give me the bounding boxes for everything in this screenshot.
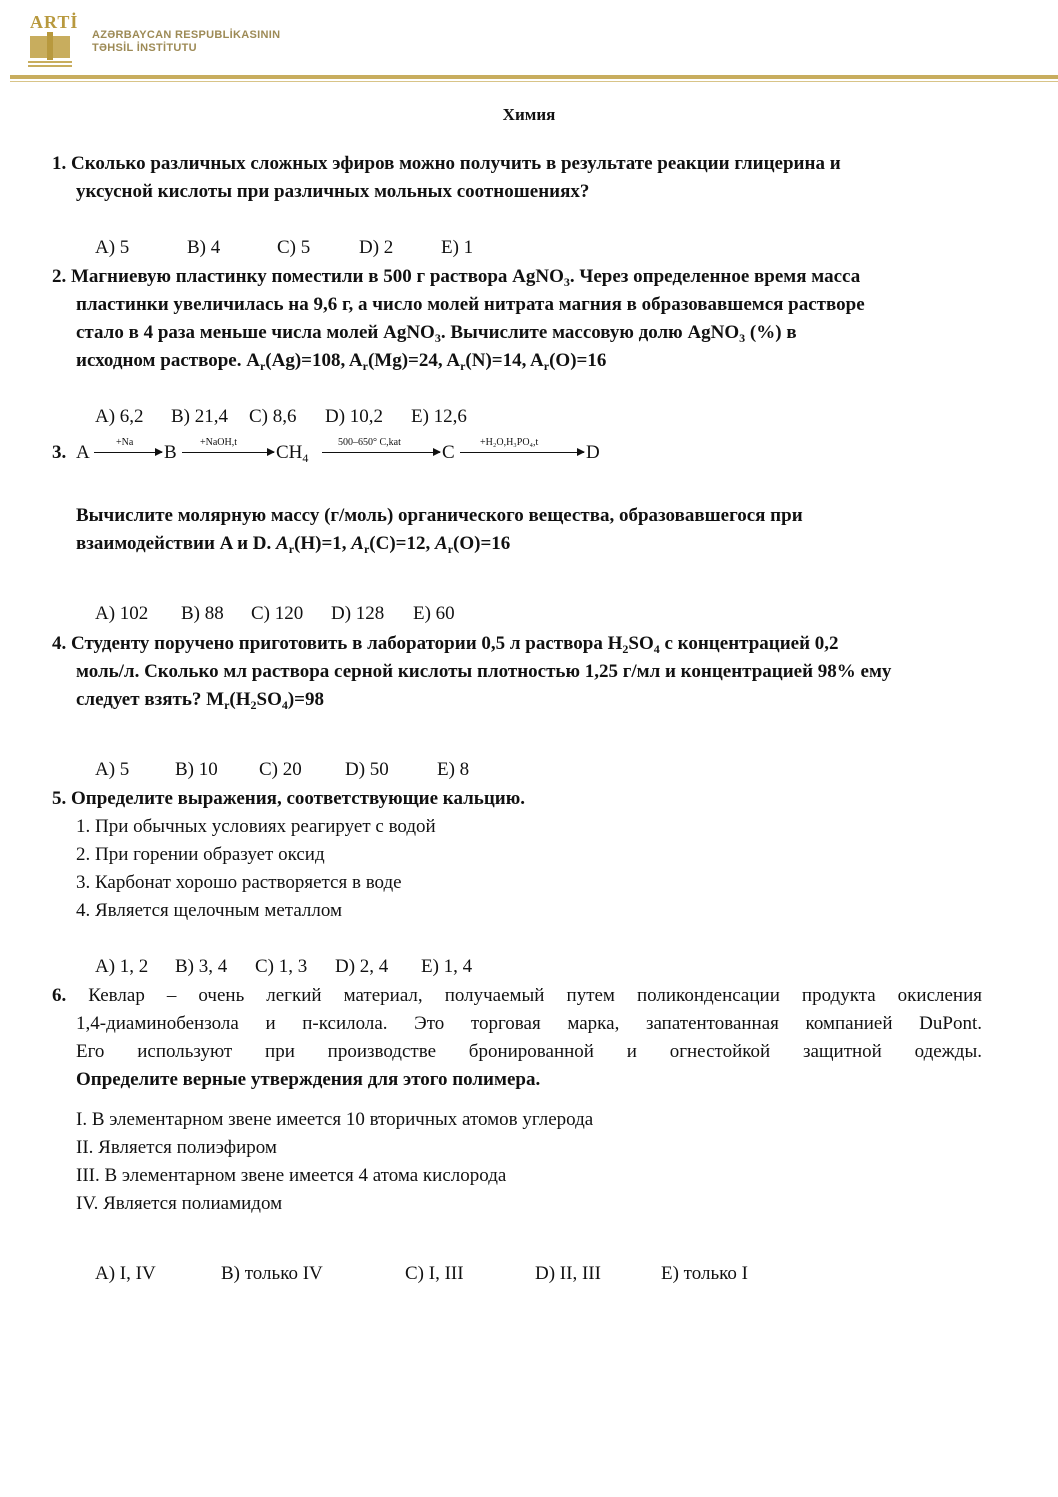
condition-1: +Na (116, 437, 134, 448)
text: (O)=16 (453, 533, 511, 554)
option-a[interactable]: A) 1, 2 (95, 956, 149, 977)
question-4-line-3 (52, 686, 982, 714)
text: стало в 4 раза меньше числа молей AgNO (76, 322, 435, 343)
text: (O)=16 (549, 350, 607, 371)
option-d[interactable]: D) 128 (331, 603, 385, 624)
option-a[interactable]: A) 6,2 (95, 406, 144, 427)
question-6-statements (52, 1106, 982, 1218)
option-e[interactable]: E) 8 (437, 759, 470, 780)
option-b[interactable]: B) 88 (181, 603, 224, 624)
condition-2: +NaOH,t (200, 437, 238, 448)
option-b[interactable]: B) 10 (175, 759, 218, 780)
condition-4: +H₂O,H₃PO₄,t (480, 437, 539, 448)
subscript: 3 (563, 275, 570, 289)
statement-iv: IV. Является полиамидом (76, 1193, 283, 1214)
text: A (435, 533, 448, 554)
question-6-line-4: Определите верные утверждения для этого полимера. (76, 1069, 541, 1090)
reaction-arrow-icon (460, 452, 584, 453)
text: A (276, 533, 289, 554)
option-d[interactable]: D) II, III (535, 1263, 601, 1284)
statement-4: 4. Является щелочным металлом (76, 900, 343, 921)
text: (Mg)=24, A (367, 350, 461, 371)
question-3-line-1: Вычислите молярную массу (г/моль) органического вещества, образовавшегося при (76, 505, 803, 526)
question-2-text: . Через определенное время масса (569, 266, 861, 287)
text: (%) в (745, 322, 797, 343)
question-5-text: Определите выражения, соответствующие кальцию. (71, 788, 525, 809)
text: (Ag)=108, A (265, 350, 363, 371)
text: (H (229, 689, 251, 710)
question-4-number: 4. (52, 633, 67, 654)
question-3-number: 3. (52, 442, 67, 463)
subscript: r (362, 359, 368, 373)
organization-name (92, 29, 280, 55)
question-3-stem (52, 502, 982, 558)
text: SO (628, 633, 654, 654)
option-c[interactable]: C) 20 (259, 759, 302, 780)
question-5-number: 5. (52, 788, 67, 809)
question-5-stem (52, 785, 982, 813)
option-c[interactable]: C) I, III (405, 1263, 464, 1284)
question-2-line-3 (52, 319, 982, 347)
text: Кевлар – очень легкий материал, получаемый путем поликонденсации продукта окисления (88, 985, 983, 1006)
option-c[interactable]: C) 5 (277, 237, 311, 258)
question-1-line-1: Сколько различных сложных эфиров можно получить в результате реакции глицерина и (71, 153, 841, 174)
question-2-line-4 (52, 347, 982, 375)
option-b[interactable]: B) только IV (221, 1263, 323, 1284)
question-6-number: 6. (52, 985, 67, 1006)
subscript: 4 (302, 451, 309, 465)
header-divider-thin (10, 81, 1058, 82)
question-3-line-2 (52, 530, 982, 558)
question-6-stem (52, 982, 982, 1094)
statement-1: 1. При обычных условиях реагирует с водой (76, 816, 436, 837)
reaction-arrow-icon (182, 452, 274, 453)
subscript: r (259, 359, 266, 373)
book-logo-icon (28, 32, 72, 70)
reaction-arrow-icon (94, 452, 162, 453)
question-6-line-2: 1,4-диаминобензола и п-ксилола. Это торговая марка, запатентованная компанией DuPont. (76, 1013, 982, 1034)
statement-3: 3. Карбонат хорошо растворяется в воде (76, 872, 402, 893)
subscript: 2 (622, 642, 629, 656)
statement-iii: III. В элементарном звене имеется 4 атома кислорода (76, 1165, 507, 1186)
question-2-line-2: пластинки увеличилась на 9,6 г, а число молей нитрата магния в образовавшемся растворе (76, 294, 865, 315)
option-c[interactable]: C) 1, 3 (255, 956, 308, 977)
option-e[interactable]: E) 60 (413, 603, 455, 624)
option-d[interactable]: D) 50 (345, 759, 389, 780)
option-e[interactable]: E) 1, 4 (421, 956, 473, 977)
option-d[interactable]: D) 2, 4 (335, 956, 389, 977)
logo-text: ARTİ (30, 12, 79, 32)
option-a[interactable]: A) 102 (95, 603, 149, 624)
question-1-number: 1. (52, 153, 67, 174)
subject-title: Химия (502, 105, 556, 124)
option-a[interactable]: A) 5 (95, 759, 130, 780)
species-ch4 (276, 442, 308, 464)
option-c[interactable]: C) 8,6 (249, 406, 297, 427)
question-1-line-2: уксусной кислоты при различных мольных соотношениях? (76, 181, 590, 202)
question-2-number: 2. (52, 266, 67, 287)
text: взаимодействии A и D. (76, 533, 276, 554)
question-6-line-3: Его используют при производстве бронированной и огнестойкой защитной одежды. (76, 1041, 982, 1062)
subscript: r (288, 542, 295, 556)
text: SO (256, 689, 282, 710)
statement-ii: II. Является полиэфиром (76, 1137, 277, 1158)
text: следует взять? M (76, 689, 225, 710)
species-c: C (442, 442, 455, 463)
option-a[interactable]: A) I, IV (95, 1263, 156, 1284)
text: Студенту поручено приготовить в лаборатории 0,5 л раствора H (71, 633, 623, 654)
text: с концентрацией 0,2 (659, 633, 839, 654)
condition-3: 500–650° C,kat (338, 437, 401, 448)
question-4-stem (52, 630, 982, 714)
subscript: 2 (250, 698, 257, 712)
subscript: 3 (434, 331, 441, 345)
question-2-stem (52, 263, 982, 375)
option-a[interactable]: A) 5 (95, 237, 130, 258)
text: . Вычислите массовую долю AgNO (440, 322, 740, 343)
reaction-arrow-icon (322, 452, 440, 453)
subscript: r (224, 698, 230, 712)
option-e[interactable]: E) 1 (441, 237, 474, 258)
text: )=98 (287, 689, 325, 710)
question-6-line-1 (52, 982, 982, 1010)
question-2-text: Магниевую пластинку поместили в 500 г раствора AgNO (71, 266, 564, 287)
subscript: 4 (281, 698, 288, 712)
subscript: 3 (739, 331, 746, 345)
text: (H)=1, (294, 533, 352, 554)
option-d[interactable]: D) 10,2 (325, 406, 384, 427)
subscript: 4 (653, 642, 660, 656)
question-4-line-2: моль/л. Сколько мл раствора серной кислоты плотностью 1,25 г/мл и концентрацией 98% ему (76, 661, 892, 682)
question-6 (52, 982, 982, 1316)
option-e[interactable]: E) только I (661, 1263, 748, 1284)
statement-2: 2. При горении образует оксид (76, 844, 325, 865)
org-line-1: AZƏRBAYCAN RESPUBLİKASININ (92, 29, 281, 41)
subscript: r (543, 359, 550, 373)
option-b[interactable]: B) 4 (187, 237, 221, 258)
question-6-options (52, 1232, 982, 1316)
text: (C)=12, (369, 533, 435, 554)
option-c[interactable]: C) 120 (251, 603, 304, 624)
org-line-2: TƏHSİL İNSTİTUTU (92, 42, 197, 54)
subscript: r (447, 542, 454, 556)
option-b[interactable]: B) 21,4 (171, 406, 228, 427)
option-e[interactable]: E) 12,6 (411, 406, 467, 427)
option-b[interactable]: B) 3, 4 (175, 956, 228, 977)
text: A (351, 533, 364, 554)
subscript: r (460, 359, 466, 373)
option-d[interactable]: D) 2 (359, 237, 394, 258)
species-a: A (76, 442, 90, 463)
text: CH (276, 442, 303, 463)
reaction-scheme (52, 432, 752, 472)
header-divider (10, 75, 1058, 79)
question-2 (52, 263, 982, 459)
species-d: D (586, 442, 600, 463)
question-5 (52, 785, 982, 1009)
statement-i: I. В элементарном звене имеется 10 вторичных атомов углерода (76, 1109, 594, 1130)
text: исходном растворе. A (76, 350, 260, 371)
page-header (0, 0, 1058, 90)
subscript: r (363, 542, 370, 556)
text: (N)=14, A (465, 350, 544, 371)
species-b: B (164, 442, 177, 463)
question-1-stem (52, 150, 982, 206)
question-4-line-1 (71, 633, 839, 654)
